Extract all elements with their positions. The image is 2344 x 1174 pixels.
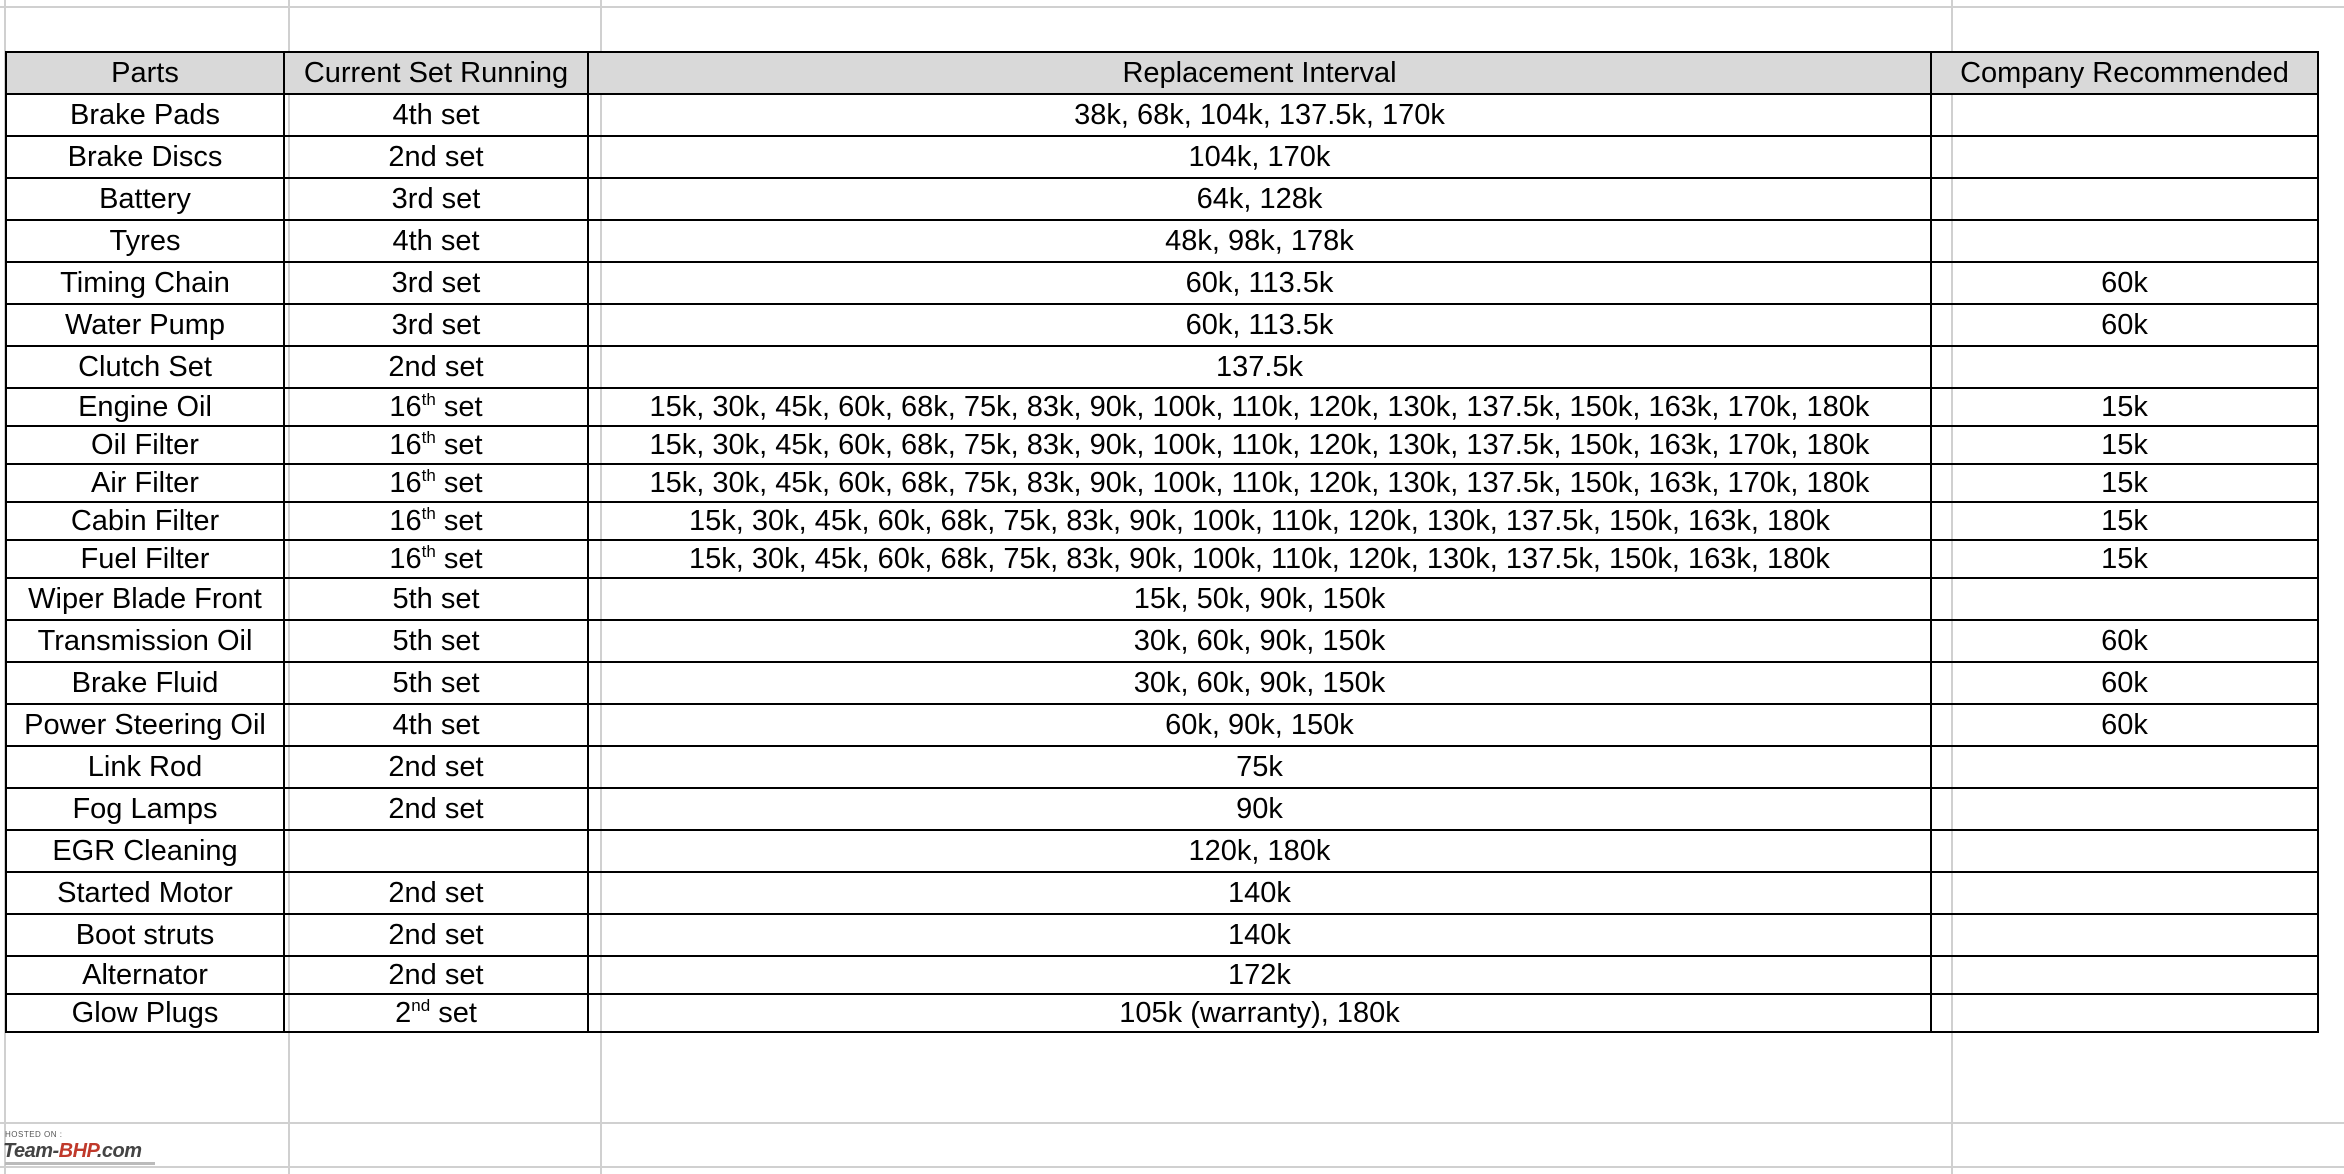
company-cell[interactable]: 60k xyxy=(1931,704,2318,746)
header-row xyxy=(6,52,2318,94)
part-cell[interactable]: Wiper Blade Front xyxy=(6,578,284,620)
set-suffix: set xyxy=(435,466,483,499)
set-cell[interactable] xyxy=(284,388,588,426)
part-cell[interactable]: Battery xyxy=(6,178,284,220)
interval-cell[interactable]: 137.5k xyxy=(588,346,1931,388)
set-cell[interactable] xyxy=(284,464,588,502)
company-cell[interactable] xyxy=(1931,578,2318,620)
interval-cell[interactable]: 15k, 30k, 45k, 60k, 68k, 75k, 83k, 90k, 100k, 110k, 120k, 130k, 137.5k, 150k, 163k, 180k xyxy=(588,502,1931,540)
set-cell[interactable]: 2nd set xyxy=(284,346,588,388)
set-number: 16 xyxy=(389,428,422,461)
table-row xyxy=(6,872,2318,914)
part-cell[interactable]: Tyres xyxy=(6,220,284,262)
interval-cell[interactable]: 30k, 60k, 90k, 150k xyxy=(588,620,1931,662)
company-cell[interactable] xyxy=(1931,956,2318,994)
watermark-tagline-bar xyxy=(5,1162,155,1165)
set-cell[interactable]: 2nd set xyxy=(284,746,588,788)
table-row xyxy=(6,914,2318,956)
table-row xyxy=(6,388,2318,426)
logo-com-text: .com xyxy=(96,1140,142,1162)
team-bhp-logo xyxy=(3,1140,142,1163)
set-cell[interactable]: 2nd set xyxy=(284,956,588,994)
set-suffix: set xyxy=(430,996,477,1029)
set-suffix: set xyxy=(435,428,483,461)
set-suffix: set xyxy=(435,504,483,537)
table-row xyxy=(6,464,2318,502)
company-cell[interactable]: 15k xyxy=(1931,388,2318,426)
part-cell[interactable]: Water Pump xyxy=(6,304,284,346)
interval-cell[interactable]: 15k, 30k, 45k, 60k, 68k, 75k, 83k, 90k, 100k, 110k, 120k, 130k, 137.5k, 150k, 163k, 170k, 180k xyxy=(588,464,1931,502)
part-cell[interactable]: Link Rod xyxy=(6,746,284,788)
part-cell[interactable]: Oil Filter xyxy=(6,426,284,464)
table-row xyxy=(6,502,2318,540)
part-cell[interactable]: Air Filter xyxy=(6,464,284,502)
table-row xyxy=(6,788,2318,830)
part-cell[interactable]: EGR Cleaning xyxy=(6,830,284,872)
table-row xyxy=(6,704,2318,746)
interval-cell[interactable]: 105k (warranty), 180k xyxy=(588,994,1931,1032)
set-cell[interactable]: 4th set xyxy=(284,94,588,136)
set-cell[interactable]: 2nd set xyxy=(284,788,588,830)
part-cell[interactable]: Fuel Filter xyxy=(6,540,284,578)
company-cell[interactable] xyxy=(1931,788,2318,830)
set-number: 16 xyxy=(389,542,422,575)
table-row xyxy=(6,220,2318,262)
part-cell[interactable]: Fog Lamps xyxy=(6,788,284,830)
company-cell[interactable]: 15k xyxy=(1931,540,2318,578)
part-cell[interactable]: Glow Plugs xyxy=(6,994,284,1032)
header-current-set[interactable]: Current Set Running xyxy=(284,52,588,94)
company-cell[interactable] xyxy=(1931,830,2318,872)
set-ordinal-suffix: nd xyxy=(411,995,431,1015)
company-cell[interactable]: 60k xyxy=(1931,304,2318,346)
company-cell[interactable] xyxy=(1931,346,2318,388)
interval-cell[interactable]: 30k, 60k, 90k, 150k xyxy=(588,662,1931,704)
company-cell[interactable] xyxy=(1931,220,2318,262)
grid-line xyxy=(0,1166,2344,1168)
company-cell[interactable] xyxy=(1931,136,2318,178)
company-cell[interactable]: 60k xyxy=(1931,662,2318,704)
table-row xyxy=(6,578,2318,620)
watermark-hosted-on: HOSTED ON : xyxy=(5,1130,63,1139)
company-cell[interactable] xyxy=(1931,746,2318,788)
table-row xyxy=(6,304,2318,346)
part-cell[interactable]: Started Motor xyxy=(6,872,284,914)
set-number: 16 xyxy=(389,466,422,499)
part-cell[interactable]: Brake Fluid xyxy=(6,662,284,704)
interval-cell[interactable]: 140k xyxy=(588,872,1931,914)
set-ordinal-suffix: th xyxy=(421,503,436,523)
part-cell[interactable]: Boot struts xyxy=(6,914,284,956)
table-row xyxy=(6,830,2318,872)
set-cell[interactable] xyxy=(284,540,588,578)
set-cell[interactable] xyxy=(284,830,588,872)
part-cell[interactable]: Alternator xyxy=(6,956,284,994)
interval-cell[interactable]: 38k, 68k, 104k, 137.5k, 170k xyxy=(588,94,1931,136)
set-number: 2 xyxy=(395,996,412,1029)
interval-cell[interactable]: 15k, 30k, 45k, 60k, 68k, 75k, 83k, 90k, 100k, 110k, 120k, 130k, 137.5k, 150k, 163k, 170k, 180k xyxy=(588,426,1931,464)
company-cell[interactable]: 60k xyxy=(1931,262,2318,304)
company-cell[interactable] xyxy=(1931,872,2318,914)
set-cell[interactable]: 2nd set xyxy=(284,872,588,914)
company-cell[interactable] xyxy=(1931,178,2318,220)
interval-cell[interactable]: 15k, 30k, 45k, 60k, 68k, 75k, 83k, 90k, 100k, 110k, 120k, 130k, 137.5k, 150k, 163k, 170k, 180k xyxy=(588,388,1931,426)
parts-table xyxy=(5,51,2319,1033)
set-ordinal-suffix: th xyxy=(421,465,436,485)
company-cell[interactable] xyxy=(1931,914,2318,956)
set-number: 16 xyxy=(389,390,422,423)
table-row xyxy=(6,994,2318,1032)
set-cell[interactable]: 5th set xyxy=(284,662,588,704)
interval-cell[interactable]: 75k xyxy=(588,746,1931,788)
interval-cell[interactable]: 120k, 180k xyxy=(588,830,1931,872)
table-row xyxy=(6,540,2318,578)
header-company-recommended[interactable]: Company Recommended xyxy=(1931,52,2318,94)
table-row xyxy=(6,94,2318,136)
set-cell[interactable]: 2nd set xyxy=(284,136,588,178)
table-row xyxy=(6,178,2318,220)
interval-cell[interactable]: 48k, 98k, 178k xyxy=(588,220,1931,262)
set-cell[interactable]: 5th set xyxy=(284,578,588,620)
table-row xyxy=(6,746,2318,788)
set-cell[interactable]: 5th set xyxy=(284,620,588,662)
part-cell[interactable]: Engine Oil xyxy=(6,388,284,426)
set-ordinal-suffix: th xyxy=(421,389,436,409)
part-cell[interactable]: Transmission Oil xyxy=(6,620,284,662)
interval-cell[interactable]: 104k, 170k xyxy=(588,136,1931,178)
logo-bhp-text: BHP xyxy=(58,1140,97,1162)
company-cell[interactable]: 15k xyxy=(1931,502,2318,540)
part-cell[interactable]: Timing Chain xyxy=(6,262,284,304)
table-row xyxy=(6,426,2318,464)
part-cell[interactable]: Brake Discs xyxy=(6,136,284,178)
set-cell[interactable]: 3rd set xyxy=(284,262,588,304)
interval-cell[interactable]: 60k, 113.5k xyxy=(588,262,1931,304)
part-cell[interactable]: Power Steering Oil xyxy=(6,704,284,746)
interval-cell[interactable]: 90k xyxy=(588,788,1931,830)
table-row xyxy=(6,346,2318,388)
team-bhp-watermark xyxy=(3,1130,193,1170)
table-row xyxy=(6,620,2318,662)
interval-cell[interactable]: 172k xyxy=(588,956,1931,994)
interval-cell[interactable]: 64k, 128k xyxy=(588,178,1931,220)
set-cell[interactable]: 4th set xyxy=(284,704,588,746)
interval-cell[interactable]: 60k, 113.5k xyxy=(588,304,1931,346)
set-cell[interactable]: 3rd set xyxy=(284,178,588,220)
set-suffix: set xyxy=(435,542,483,575)
set-cell[interactable] xyxy=(284,994,588,1032)
set-cell[interactable]: 4th set xyxy=(284,220,588,262)
company-cell[interactable]: 15k xyxy=(1931,426,2318,464)
company-cell[interactable]: 15k xyxy=(1931,464,2318,502)
company-cell[interactable] xyxy=(1931,994,2318,1032)
part-cell[interactable]: Cabin Filter xyxy=(6,502,284,540)
grid-line xyxy=(0,1122,2344,1124)
set-cell[interactable]: 2nd set xyxy=(284,914,588,956)
interval-cell[interactable]: 15k, 30k, 45k, 60k, 68k, 75k, 83k, 90k, 100k, 110k, 120k, 130k, 137.5k, 150k, 163k, 180k xyxy=(588,540,1931,578)
table-row xyxy=(6,262,2318,304)
table-row xyxy=(6,956,2318,994)
set-number: 16 xyxy=(389,504,422,537)
set-ordinal-suffix: th xyxy=(421,541,436,561)
set-cell[interactable]: 3rd set xyxy=(284,304,588,346)
part-cell[interactable]: Clutch Set xyxy=(6,346,284,388)
table-row xyxy=(6,136,2318,178)
company-cell[interactable]: 60k xyxy=(1931,620,2318,662)
company-cell[interactable] xyxy=(1931,94,2318,136)
header-parts[interactable]: Parts xyxy=(6,52,284,94)
logo-team-text: Team- xyxy=(3,1140,59,1162)
interval-cell[interactable]: 15k, 50k, 90k, 150k xyxy=(588,578,1931,620)
set-cell[interactable] xyxy=(284,426,588,464)
interval-cell[interactable]: 60k, 90k, 150k xyxy=(588,704,1931,746)
set-cell[interactable] xyxy=(284,502,588,540)
table-row xyxy=(6,662,2318,704)
header-replacement-interval[interactable]: Replacement Interval xyxy=(588,52,1931,94)
grid-line xyxy=(0,6,2344,8)
part-cell[interactable]: Brake Pads xyxy=(6,94,284,136)
set-ordinal-suffix: th xyxy=(421,427,436,447)
interval-cell[interactable]: 140k xyxy=(588,914,1931,956)
set-suffix: set xyxy=(435,390,483,423)
